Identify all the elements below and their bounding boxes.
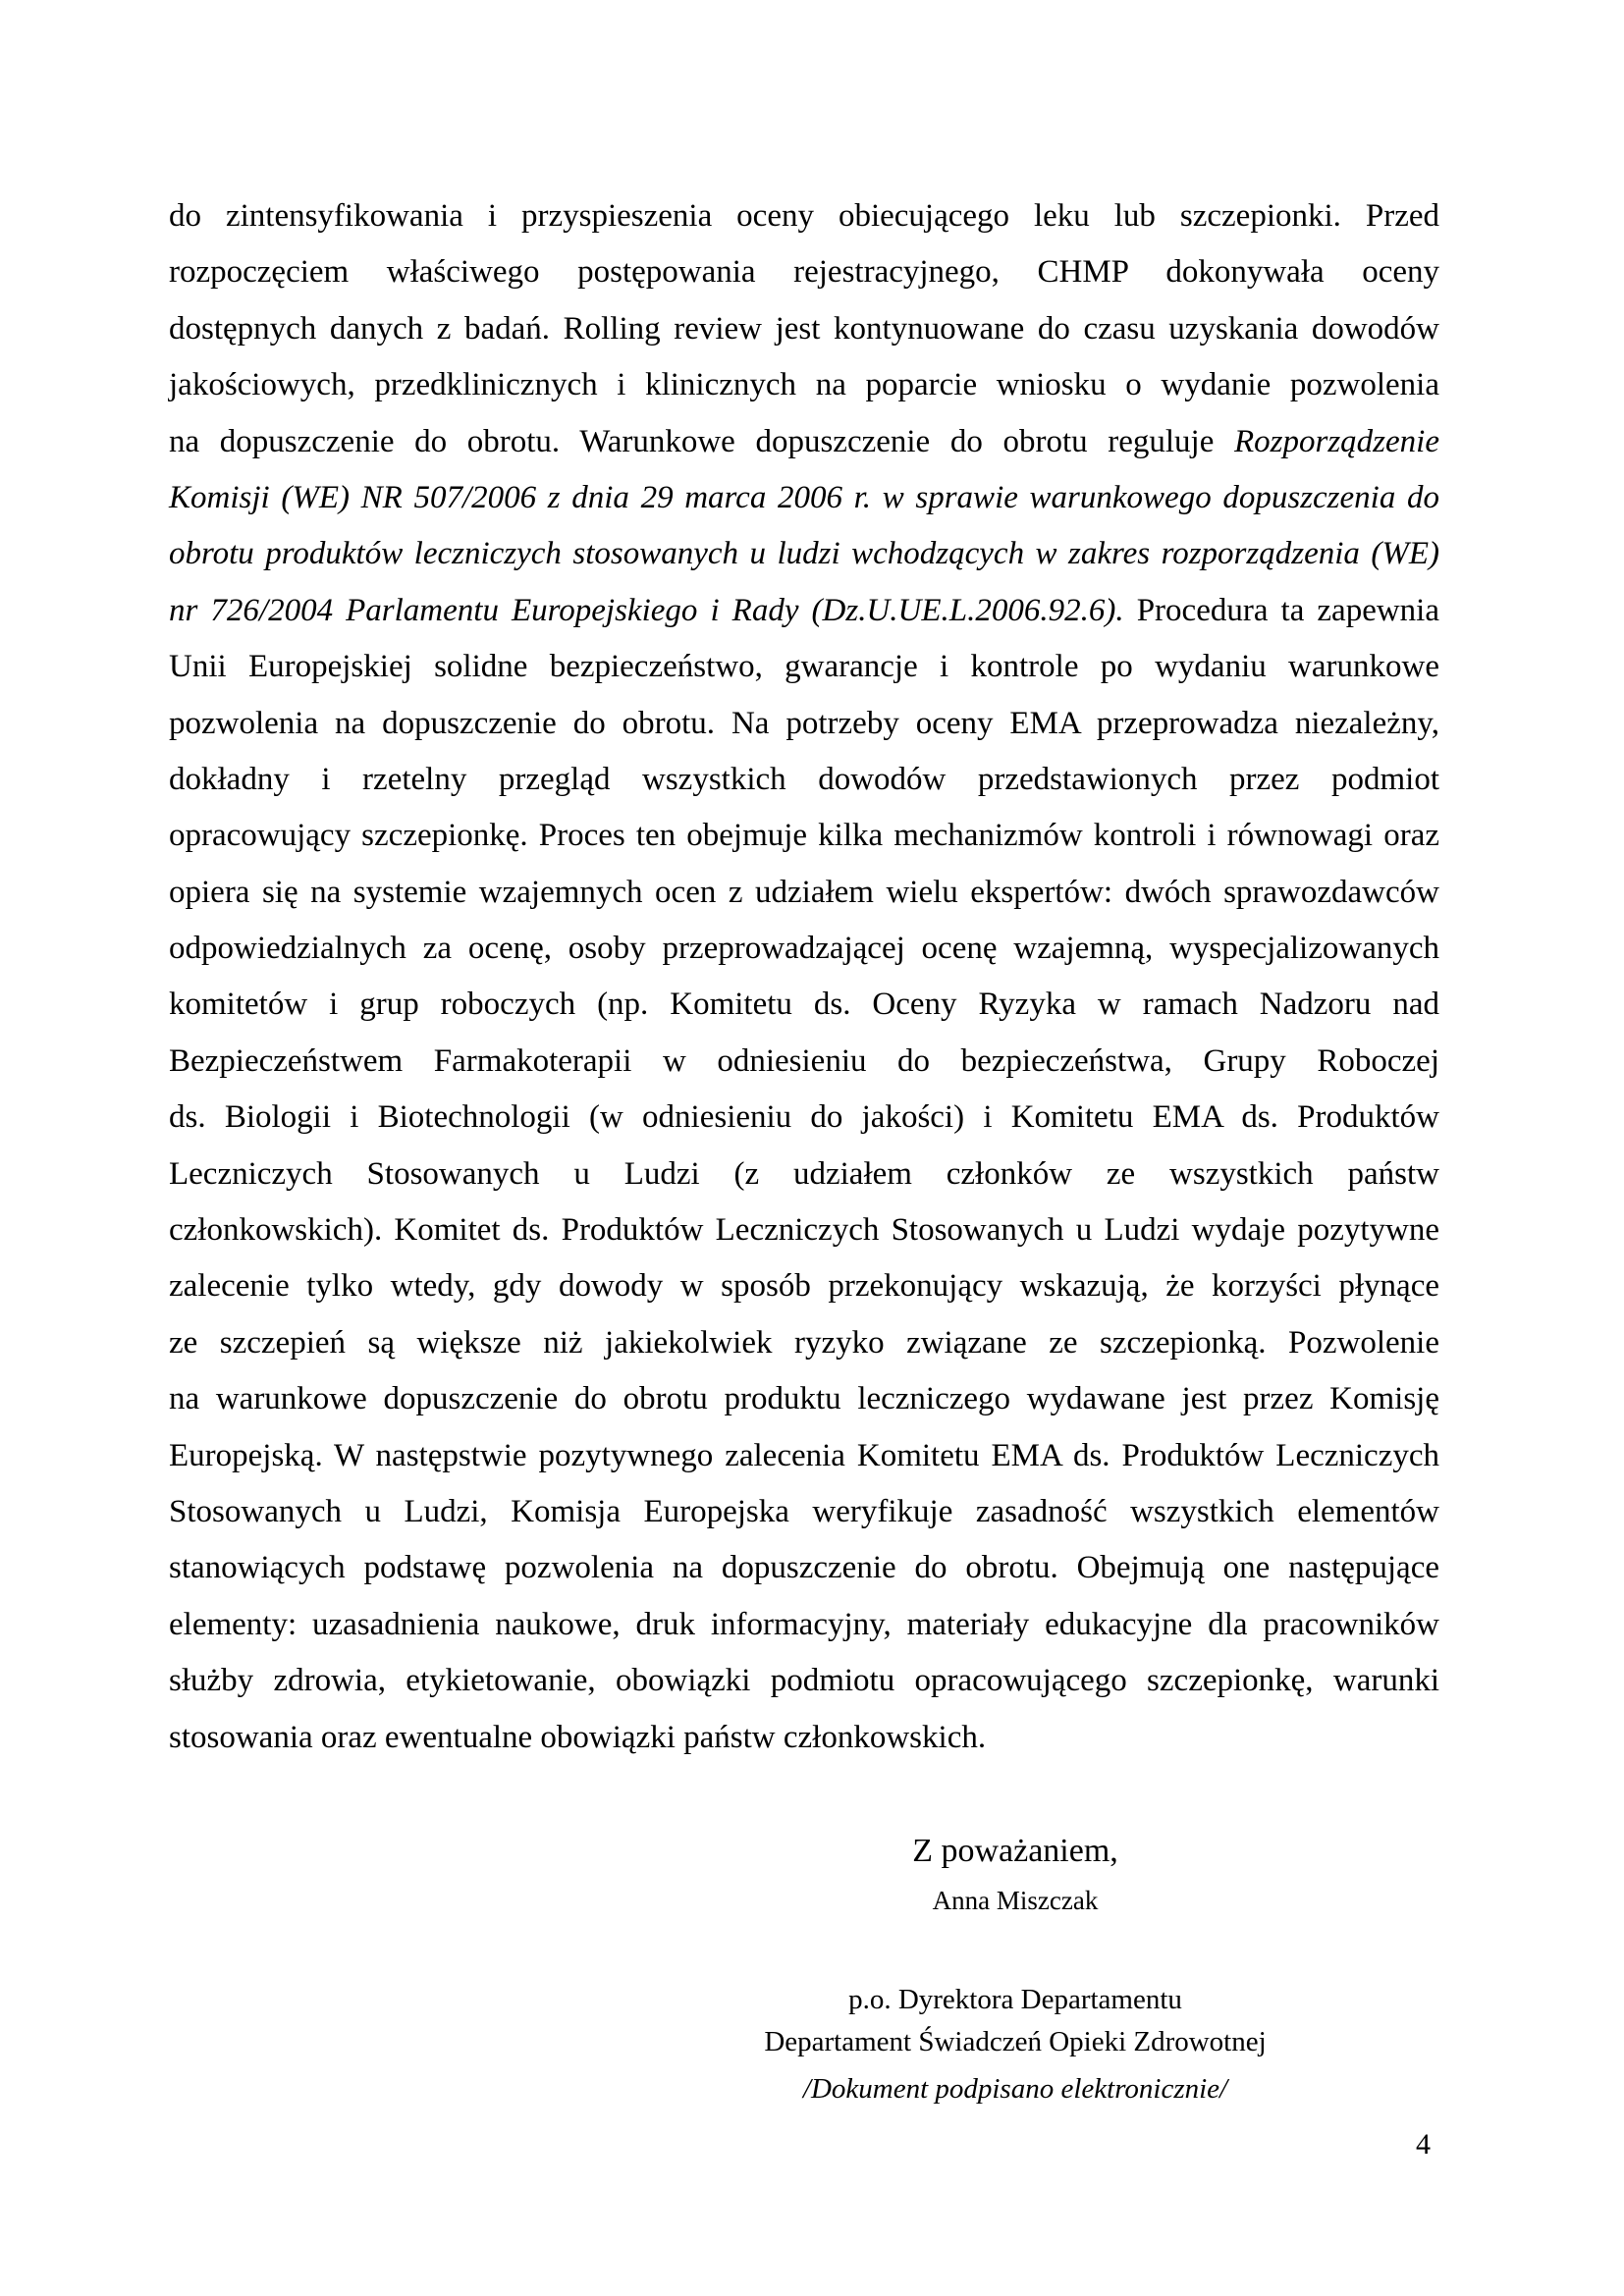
body-line: dokładny i rzetelny przegląd wszystkich dowodów przedstawionych przez podmiot [169, 761, 1439, 797]
body-line: do zintensyfikowania i przyspieszenia oceny obiecującego leku lub szczepionki. Przed [169, 198, 1439, 234]
body-line: rozpoczęciem właściwego postępowania rejestracyjnego, CHMP dokonywała oceny [169, 254, 1439, 291]
signature-closing: Z poważaniem, [912, 1833, 1118, 1869]
signature-department: Departament Świadczeń Opieki Zdrowotnej [764, 2026, 1267, 2057]
body-line: stosowania oraz ewentualne obowiązki państw członkowskich. [169, 1719, 987, 1755]
italic-citation: obrotu produktów leczniczych stosowanych u ludzi wchodzących w zakres rozporządzenia (WE) [169, 536, 1439, 572]
body-line: Europejską. W następstwie pozytywnego zalecenia Komitetu EMA ds. Produktów Leczniczych [169, 1437, 1439, 1473]
body-line: zalecenie tylko wtedy, gdy dowody w sposób przekonujący wskazują, że korzyści płynące [169, 1268, 1439, 1305]
body-line: służby zdrowia, etykietowanie, obowiązki podmiotu opracowującego szczepionkę, warunki [169, 1663, 1439, 1699]
body-line: ze szczepień są większe niż jakiekolwiek ryzyko związane ze szczepionką. Pozwolenie [169, 1324, 1439, 1361]
body-line: na warunkowe dopuszczenie do obrotu produktu leczniczego wydawane jest przez Komisję [169, 1381, 1439, 1417]
body-line: pozwolenia na dopuszczenie do obrotu. Na potrzeby oceny EMA przeprowadza niezależny, [169, 705, 1439, 741]
body-line: członkowskich). Komitet ds. Produktów Leczniczych Stosowanych u Ludzi wydaje pozytywne [169, 1212, 1439, 1249]
body-line: Leczniczych Stosowanych u Ludzi (z udziałem członków ze wszystkich państw [169, 1155, 1439, 1192]
body-line: ds. Biologii i Biotechnologii (w odniesieniu do jakości) i Komitetu EMA ds. Produktów [169, 1099, 1439, 1136]
body-text-run: na dopuszczenie do obrotu. Warunkowe dopuszczenie do obrotu reguluje [169, 423, 1234, 459]
signature-title: p.o. Dyrektora Departamentu [848, 1984, 1182, 2015]
body-line: opracowujący szczepionkę. Proces ten obejmuje kilka mechanizmów kontroli i równowagi oraz [169, 818, 1439, 854]
body-line: Unii Europejskiej solidne bezpieczeństwo, gwarancje i kontrole po wydaniu warunkowe [169, 649, 1439, 685]
body-line: Bezpieczeństwem Farmakoterapii w odniesieniu do bezpieczeństwa, Grupy Roboczej [169, 1042, 1439, 1079]
page-number: 4 [1416, 2128, 1431, 2161]
italic-citation: Komisji (WE) NR 507/2006 z dnia 29 marca 2006 r. w sprawie warunkowego dopuszczenia do [169, 479, 1439, 515]
body-paragraph [169, 188, 1439, 1766]
italic-citation: Rozporządzenie [1234, 423, 1439, 459]
body-line: komitetów i grup roboczych (np. Komitetu ds. Oceny Ryzyka w ramach Nadzoru nad [169, 987, 1439, 1023]
body-line: opiera się na systemie wzajemnych ocen z udziałem wielu ekspertów: dwóch sprawozdawców [169, 874, 1439, 910]
italic-citation: nr 726/2004 Parlamentu Europejskiego i Rady (Dz.U.UE.L.2006.92.6). [169, 592, 1124, 628]
signature-name: Anna Miszczak [932, 1886, 1099, 1915]
body-text-run: Procedura ta zapewnia [1123, 592, 1439, 628]
body-line: Stosowanych u Ludzi, Komisja Europejska weryfikuje zasadność wszystkich elementów [169, 1493, 1439, 1529]
body-line: jakościowych, przedklinicznych i klinicznych na poparcie wniosku o wydanie pozwolenia [169, 367, 1439, 403]
body-line [169, 414, 1439, 470]
body-line: stanowiących podstawę pozwolenia na dopuszczenie do obrotu. Obejmują one następujące [169, 1550, 1439, 1586]
body-line: dostępnych danych z badań. Rolling review jest kontynuowane do czasu uzyskania dowodów [169, 310, 1439, 347]
esign-note: /Dokument podpisano elektronicznie/ [802, 2073, 1228, 2105]
body-line [169, 583, 1439, 639]
body-line: elementy: uzasadnienia naukowe, druk informacyjny, materiały edukacyjne dla pracowników [169, 1606, 1439, 1642]
body-line: odpowiedzialnych za ocenę, osoby przeprowadzającej ocenę wzajemną, wyspecjalizowanych [169, 931, 1439, 967]
